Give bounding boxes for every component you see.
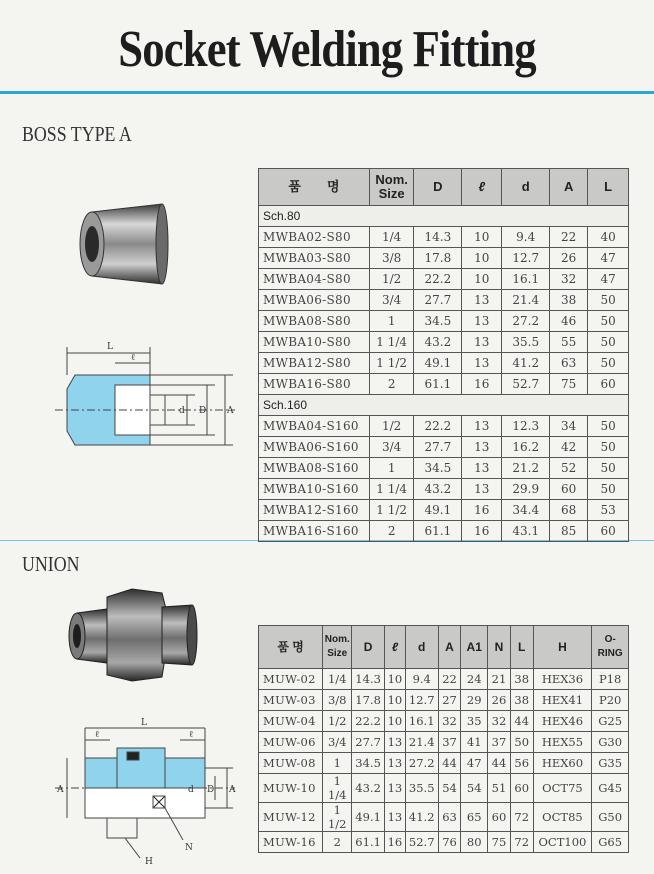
table-cell: 2 [323, 832, 352, 853]
table-cell: HEX46 [533, 711, 592, 732]
table-cell: 26 [488, 690, 511, 711]
table-cell: 54 [461, 774, 488, 803]
union-label-L: L [141, 718, 147, 728]
table-row [259, 711, 629, 732]
boss-label-l: ℓ [131, 353, 136, 363]
table-row [259, 416, 629, 437]
table-cell: 34 [550, 416, 588, 437]
table-cell: MUW-02 [259, 669, 323, 690]
col-header: ℓ [462, 169, 502, 206]
table-cell: 22 [550, 227, 588, 248]
table-cell: HEX36 [533, 669, 592, 690]
table-cell: MWBA12-S160 [259, 500, 370, 521]
boss-spec-table [258, 168, 629, 542]
union-dimension-drawing [55, 718, 240, 868]
table-row [259, 227, 629, 248]
table-cell: 16.2 [502, 437, 550, 458]
table-cell: 13 [462, 458, 502, 479]
table-cell: 32 [438, 711, 461, 732]
table-cell: 55 [550, 332, 588, 353]
table-row [259, 269, 629, 290]
table-cell: MWBA04-S160 [259, 416, 370, 437]
table-cell: 13 [462, 416, 502, 437]
table-cell: 61.1 [352, 832, 385, 853]
col-header: ℓ [385, 626, 406, 669]
table-cell: 22.2 [414, 416, 462, 437]
table-cell: 60 [510, 774, 533, 803]
table-cell: 41 [461, 732, 488, 753]
table-cell: 47 [588, 269, 629, 290]
table-cell: 10 [385, 711, 406, 732]
table-cell: 10 [462, 269, 502, 290]
col-header: O-RING [592, 626, 629, 669]
table-cell: 29 [461, 690, 488, 711]
table-cell: 17.8 [352, 690, 385, 711]
table-cell: 1/4 [369, 227, 413, 248]
table-cell: HEX41 [533, 690, 592, 711]
union-label-A-left: A [57, 785, 64, 795]
table-cell: 27.2 [502, 311, 550, 332]
table-row [259, 290, 629, 311]
table-cell: MWBA06-S80 [259, 290, 370, 311]
table-cell: G25 [592, 711, 629, 732]
table-cell: 9.4 [502, 227, 550, 248]
table-cell: 50 [510, 732, 533, 753]
table-cell: 60 [588, 374, 629, 395]
table-cell: 12.7 [405, 690, 438, 711]
table-cell: 41.2 [502, 353, 550, 374]
table-cell: 16 [462, 374, 502, 395]
table-cell: MWBA08-S80 [259, 311, 370, 332]
table-cell: 1/2 [323, 711, 352, 732]
table-row [259, 479, 629, 500]
table-cell: 42 [550, 437, 588, 458]
table-cell: MUW-16 [259, 832, 323, 853]
table-cell: 32 [488, 711, 511, 732]
table-cell: G50 [592, 803, 629, 832]
col-header: Nom. Size [369, 169, 413, 206]
table-cell: 16 [462, 521, 502, 542]
table-cell: 52 [550, 458, 588, 479]
table-cell: 10 [385, 690, 406, 711]
table-cell: 50 [588, 290, 629, 311]
boss-photo [70, 200, 180, 290]
table-cell: MWBA12-S80 [259, 353, 370, 374]
table-row [259, 311, 629, 332]
table-cell: 61.1 [414, 374, 462, 395]
table-cell: 21.4 [502, 290, 550, 311]
table-cell: 12.3 [502, 416, 550, 437]
table-cell: 43.2 [352, 774, 385, 803]
table-cell: 13 [462, 479, 502, 500]
table-row [259, 332, 629, 353]
table-cell: 76 [438, 832, 461, 853]
table-cell: MWBA16-S80 [259, 374, 370, 395]
table-cell: MUW-12 [259, 803, 323, 832]
union-label-l-right: ℓ [189, 730, 194, 740]
table-cell: MUW-03 [259, 690, 323, 711]
table-cell: 63 [438, 803, 461, 832]
table-cell: 16 [462, 500, 502, 521]
table-cell: MUW-06 [259, 732, 323, 753]
table-cell: 44 [438, 753, 461, 774]
table-cell: 26 [550, 248, 588, 269]
table-cell: 13 [462, 437, 502, 458]
col-header: L [588, 169, 629, 206]
table-cell: 40 [588, 227, 629, 248]
table-cell: 1 [369, 311, 413, 332]
table-row [259, 374, 629, 395]
table-row [259, 803, 629, 832]
table-cell: 60 [488, 803, 511, 832]
table-row [259, 458, 629, 479]
table-row [259, 774, 629, 803]
table-cell: 3/8 [369, 248, 413, 269]
table-cell: MWBA16-S160 [259, 521, 370, 542]
table-cell: 27.7 [414, 290, 462, 311]
table-cell: OCT85 [533, 803, 592, 832]
table-row [259, 732, 629, 753]
table-cell: 27 [438, 690, 461, 711]
table-cell: 37 [488, 732, 511, 753]
boss-label-A: A [227, 406, 234, 416]
table-cell: MUW-08 [259, 753, 323, 774]
table-cell: 80 [461, 832, 488, 853]
table-cell: 75 [550, 374, 588, 395]
table-cell: 53 [588, 500, 629, 521]
table-cell: 1 1/2 [323, 803, 352, 832]
table-cell: 14.3 [352, 669, 385, 690]
union-label-d: d [188, 785, 194, 795]
group-label: Sch.80 [259, 206, 629, 227]
table-cell: 13 [462, 290, 502, 311]
table-cell: 1/2 [369, 269, 413, 290]
boss-dimension-drawing [55, 335, 240, 470]
table-row [259, 690, 629, 711]
table-cell: 1 1/4 [323, 774, 352, 803]
table-row [259, 521, 629, 542]
table-row [259, 753, 629, 774]
table-cell: MWBA10-S160 [259, 479, 370, 500]
table-header-row [259, 169, 629, 206]
table-cell: 50 [588, 458, 629, 479]
table-cell: 1 1/4 [369, 332, 413, 353]
table-cell: 12.7 [502, 248, 550, 269]
table-cell: 50 [588, 353, 629, 374]
table-cell: 34.5 [414, 311, 462, 332]
table-cell: 56 [510, 753, 533, 774]
table-cell: 1 [369, 458, 413, 479]
union-spec-table [258, 625, 629, 853]
table-cell: 29.9 [502, 479, 550, 500]
table-cell: G35 [592, 753, 629, 774]
table-group-row [259, 395, 629, 416]
table-cell: P18 [592, 669, 629, 690]
table-cell: 22.2 [414, 269, 462, 290]
table-cell: 1/4 [323, 669, 352, 690]
table-cell: 21.4 [405, 732, 438, 753]
table-cell: MUW-10 [259, 774, 323, 803]
table-cell: 52.7 [502, 374, 550, 395]
table-cell: 50 [588, 332, 629, 353]
table-cell: 44 [488, 753, 511, 774]
table-cell: 35.5 [502, 332, 550, 353]
table-cell: 3/8 [323, 690, 352, 711]
union-label-D: D [207, 785, 215, 795]
table-cell: 54 [438, 774, 461, 803]
table-cell: 1 1/4 [369, 479, 413, 500]
table-cell: 27.7 [414, 437, 462, 458]
table-cell: 1 1/2 [369, 353, 413, 374]
table-cell: 13 [385, 753, 406, 774]
boss-label-D: D [199, 406, 207, 416]
table-cell: 16.1 [502, 269, 550, 290]
table-cell: 2 [369, 521, 413, 542]
table-cell: MWBA06-S160 [259, 437, 370, 458]
col-header: d [502, 169, 550, 206]
table-group-row [259, 206, 629, 227]
col-header: d [405, 626, 438, 669]
section-title-union: UNION [22, 552, 80, 576]
table-cell: 21.2 [502, 458, 550, 479]
table-cell: 17.8 [414, 248, 462, 269]
table-cell: 47 [461, 753, 488, 774]
table-cell: 10 [462, 248, 502, 269]
section-title-boss: BOSS TYPE A [22, 122, 132, 146]
table-cell: 13 [385, 803, 406, 832]
table-cell: 34.5 [414, 458, 462, 479]
col-header: D [414, 169, 462, 206]
table-cell: 47 [588, 248, 629, 269]
table-cell: P20 [592, 690, 629, 711]
group-label: Sch.160 [259, 395, 629, 416]
union-label-N: N [185, 843, 193, 853]
table-cell: 61.1 [414, 521, 462, 542]
table-cell: 37 [438, 732, 461, 753]
col-header: A1 [461, 626, 488, 669]
table-cell: 27.2 [405, 753, 438, 774]
table-cell: 3/4 [369, 290, 413, 311]
table-cell: 50 [588, 479, 629, 500]
table-cell: 85 [550, 521, 588, 542]
table-cell: 24 [461, 669, 488, 690]
table-cell: HEX55 [533, 732, 592, 753]
table-cell: 68 [550, 500, 588, 521]
table-cell: 2 [369, 374, 413, 395]
table-cell: 49.1 [414, 500, 462, 521]
table-cell: 13 [385, 774, 406, 803]
table-cell: 75 [488, 832, 511, 853]
table-cell: MUW-04 [259, 711, 323, 732]
union-label-A-right: A [229, 785, 236, 795]
table-cell: OCT100 [533, 832, 592, 853]
table-cell: MWBA08-S160 [259, 458, 370, 479]
col-header: A [438, 626, 461, 669]
table-cell: 50 [588, 311, 629, 332]
table-row [259, 832, 629, 853]
col-header: 품 명 [259, 169, 370, 206]
col-header: N [488, 626, 511, 669]
table-cell: G65 [592, 832, 629, 853]
table-cell: 38 [510, 669, 533, 690]
table-cell: 22 [438, 669, 461, 690]
boss-label-L: L [107, 342, 113, 352]
table-cell: 50 [588, 437, 629, 458]
table-cell: 34.5 [352, 753, 385, 774]
table-row [259, 669, 629, 690]
col-header: D [352, 626, 385, 669]
union-photo [62, 585, 207, 685]
table-cell: 34.4 [502, 500, 550, 521]
table-cell: 3/4 [323, 732, 352, 753]
table-row [259, 353, 629, 374]
table-cell: MWBA04-S80 [259, 269, 370, 290]
table-cell: 38 [510, 690, 533, 711]
table-row [259, 437, 629, 458]
table-cell: 49.1 [352, 803, 385, 832]
table-cell: 60 [550, 479, 588, 500]
table-cell: 14.3 [414, 227, 462, 248]
table-cell: 50 [588, 416, 629, 437]
table-cell: 9.4 [405, 669, 438, 690]
table-cell: 60 [588, 521, 629, 542]
table-cell: G45 [592, 774, 629, 803]
table-cell: 44 [510, 711, 533, 732]
table-cell: 43.2 [414, 479, 462, 500]
table-cell: 13 [462, 332, 502, 353]
table-cell: 63 [550, 353, 588, 374]
table-cell: 43.1 [502, 521, 550, 542]
table-cell: 1/2 [369, 416, 413, 437]
table-cell: 32 [550, 269, 588, 290]
table-cell: 1 1/2 [369, 500, 413, 521]
table-cell: 46 [550, 311, 588, 332]
table-cell: 13 [462, 353, 502, 374]
table-cell: 38 [550, 290, 588, 311]
table-cell: OCT75 [533, 774, 592, 803]
table-cell: 72 [510, 803, 533, 832]
table-cell: MWBA03-S80 [259, 248, 370, 269]
col-header: 품 명 [259, 626, 323, 669]
table-row [259, 500, 629, 521]
table-cell: 43.2 [414, 332, 462, 353]
union-label-H: H [145, 857, 153, 867]
boss-label-d: d [179, 406, 185, 416]
table-cell: 27.7 [352, 732, 385, 753]
table-cell: G30 [592, 732, 629, 753]
table-cell: 10 [462, 227, 502, 248]
table-cell: 13 [462, 311, 502, 332]
table-cell: 13 [385, 732, 406, 753]
table-cell: 52.7 [405, 832, 438, 853]
table-cell: 51 [488, 774, 511, 803]
col-header: A [550, 169, 588, 206]
table-cell: 16 [385, 832, 406, 853]
table-cell: 21 [488, 669, 511, 690]
col-header: L [510, 626, 533, 669]
table-cell: 35.5 [405, 774, 438, 803]
page-title: Socket Welding Fitting [118, 21, 536, 78]
table-cell: 65 [461, 803, 488, 832]
table-header-row [259, 626, 629, 669]
table-cell: 1 [323, 753, 352, 774]
table-cell: 49.1 [414, 353, 462, 374]
col-header: H [533, 626, 592, 669]
table-cell: HEX60 [533, 753, 592, 774]
table-cell: MWBA10-S80 [259, 332, 370, 353]
union-label-l-left: ℓ [95, 730, 100, 740]
table-cell: 3/4 [369, 437, 413, 458]
table-cell: 10 [385, 669, 406, 690]
col-header: Nom. Size [323, 626, 352, 669]
title-rule [0, 91, 654, 94]
table-row [259, 248, 629, 269]
table-cell: MWBA02-S80 [259, 227, 370, 248]
table-cell: 16.1 [405, 711, 438, 732]
table-cell: 35 [461, 711, 488, 732]
table-cell: 41.2 [405, 803, 438, 832]
table-cell: 72 [510, 832, 533, 853]
table-cell: 22.2 [352, 711, 385, 732]
